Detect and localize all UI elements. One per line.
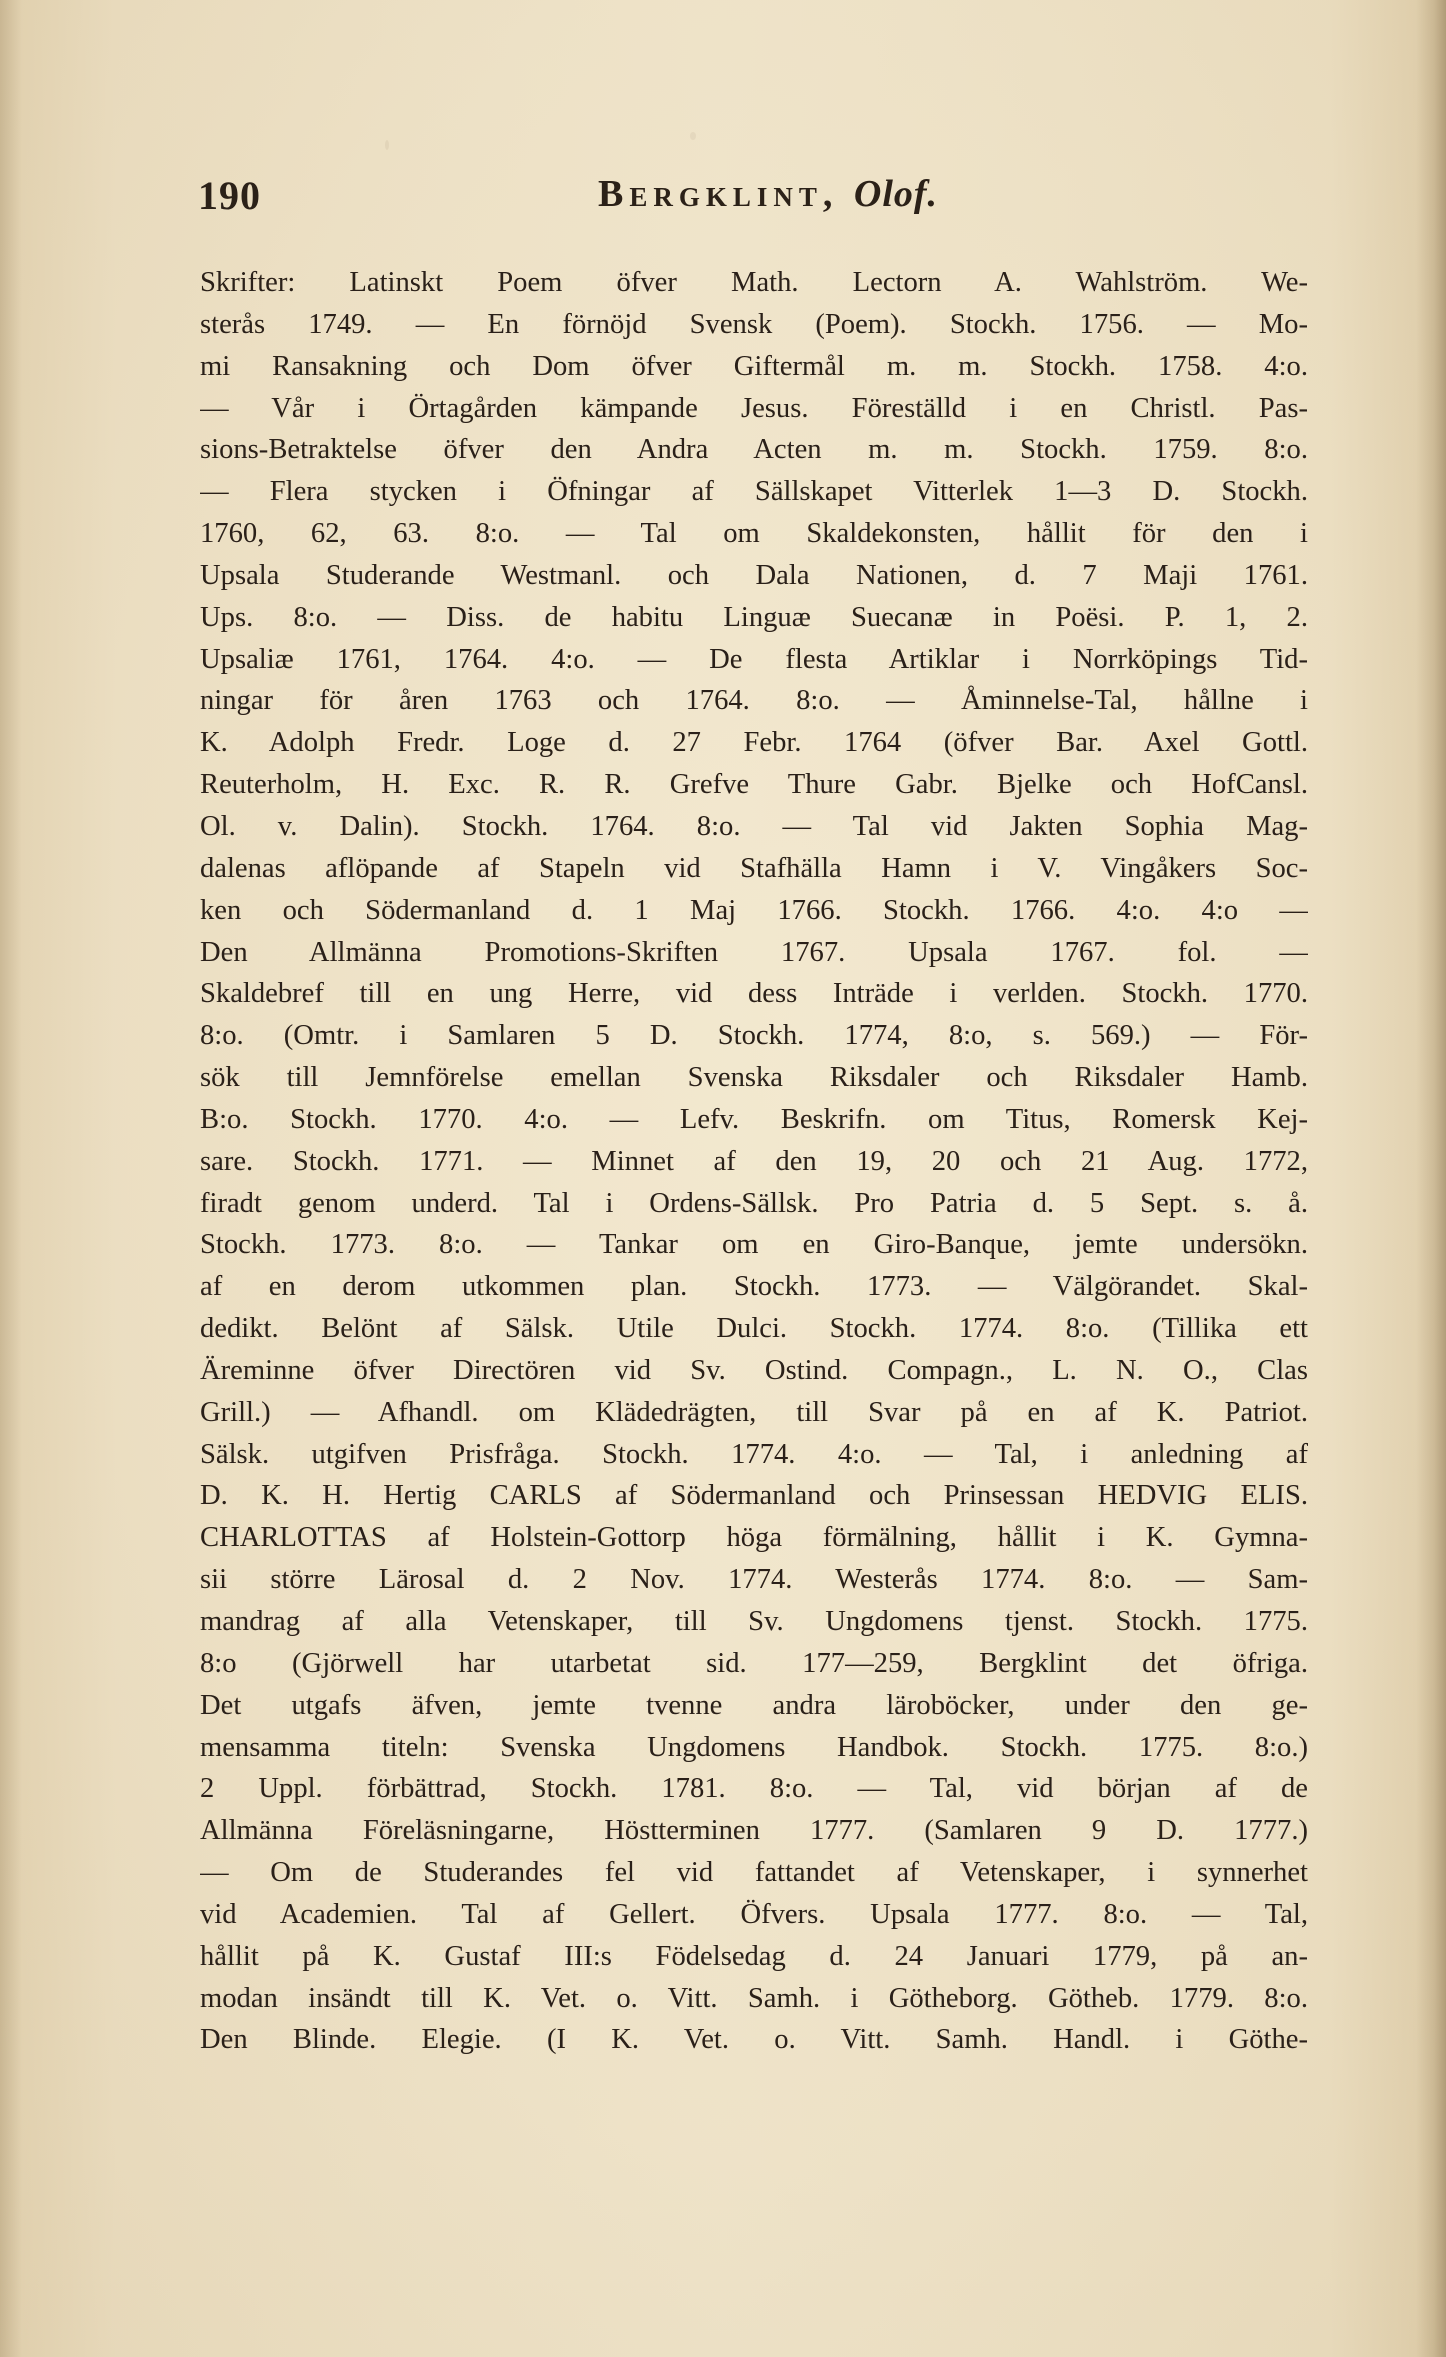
text-line: — Vår i Örtagården kämpande Jesus. Föreställd i en Christl. Pas- xyxy=(200,392,1308,424)
text-line: modan insändt till K. Vet. o. Vitt. Samh. i Götheborg. Götheb. 1779. 8:o. xyxy=(200,1982,1308,2014)
entry-heading xyxy=(598,172,938,216)
text-line: ningar för åren 1763 och 1764. 8:o. — Åminnelse-Tal, hållne i xyxy=(200,685,1308,717)
text-line: sök till Jemnförelse emellan Svenska Riksdaler och Riksdaler Hamb. xyxy=(200,1062,1308,1094)
text-line: Ol. v. Dalin). Stockh. 1764. 8:o. — Tal vid Jakten Sophia Mag- xyxy=(200,810,1308,842)
text-line: CHARLOTTAS af Holstein-Gottorp höga förmälning, hållit i K. Gymna- xyxy=(200,1522,1308,1554)
text-line: Upsala Studerande Westmanl. och Dala Nationen, d. 7 Maji 1761. xyxy=(200,559,1308,591)
heading-surname: Bergklint, xyxy=(598,173,839,215)
text-line: Ups. 8:o. — Diss. de habitu Linguæ Suecanæ in Poësi. P. 1, 2. xyxy=(200,601,1308,633)
text-line: Skaldebref till en ung Herre, vid dess Inträde i verlden. Stockh. 1770. xyxy=(200,978,1308,1010)
page-left-shadow xyxy=(0,0,22,2357)
paper-speck xyxy=(690,132,696,140)
text-line: mandrag af alla Vetenskaper, till Sv. Ungdomens tjenst. Stockh. 1775. xyxy=(200,1606,1308,1637)
text-line: 1760, 62, 63. 8:o. — Tal om Skaldekonsten, hållit för den i xyxy=(200,518,1308,550)
text-line: sterås 1749. — En förnöjd Svensk (Poem). Stockh. 1756. — Mo- xyxy=(200,308,1308,340)
text-line: Reuterholm, H. Exc. R. R. Grefve Thure Gabr. Bjelke och HofCansl. xyxy=(200,769,1308,801)
text-line: — Flera stycken i Öfningar af Sällskapet Vitterlek 1—3 D. Stockh. xyxy=(200,476,1308,508)
text-line: Den Allmänna Promotions-Skriften 1767. Upsala 1767. fol. — xyxy=(200,936,1308,968)
text-line: D. K. H. Hertig CARLS af Södermanland och Prinsessan HEDVIG ELIS. xyxy=(200,1480,1308,1512)
text-line: sii större Lärosal d. 2 Nov. 1774. Westerås 1774. 8:o. — Sam- xyxy=(200,1564,1308,1596)
text-line: Det utgafs äfven, jemte tvenne andra läroböcker, under den ge- xyxy=(200,1689,1308,1721)
text-line: mi Ransakning och Dom öfver Giftermål m. m. Stockh. 1758. 4:o. xyxy=(200,350,1308,382)
text-line: — Om de Studerandes fel vid fattandet af Vetenskaper, i synnerhet xyxy=(200,1857,1308,1889)
text-line: Grill.) — Afhandl. om Klädedrägten, till Svar på en af K. Patriot. xyxy=(200,1396,1308,1428)
paper-speck xyxy=(385,140,389,150)
text-line: mensamma titeln: Svenska Ungdomens Handbok. Stockh. 1775. 8:o.) xyxy=(200,1731,1308,1763)
text-line: firadt genom underd. Tal i Ordens-Sällsk. Pro Patria d. 5 Sept. s. å. xyxy=(200,1187,1308,1219)
text-line: Stockh. 1773. 8:o. — Tankar om en Giro-Banque, jemte undersökn. xyxy=(200,1229,1308,1261)
page-number: 190 xyxy=(198,173,261,218)
text-line: K. Adolph Fredr. Loge d. 27 Febr. 1764 (öfver Bar. Axel Gottl. xyxy=(200,727,1308,759)
text-line: sions-Betraktelse öfver den Andra Acten m. m. Stockh. 1759. 8:o. xyxy=(200,434,1308,466)
text-line: Skrifter: Latinskt Poem öfver Math. Lectorn A. Wahlström. We- xyxy=(200,267,1308,298)
text-line: af en derom utkommen plan. Stockh. 1773. — Välgörandet. Skal- xyxy=(200,1271,1308,1303)
text-line: Äreminne öfver Directören vid Sv. Ostind. Compagn., L. N. O., Clas xyxy=(200,1354,1308,1386)
text-line: Den Blinde. Elegie. (I K. Vet. o. Vitt. Samh. Handl. i Göthe- xyxy=(200,2024,1308,2056)
text-line: 8:o (Gjörwell har utarbetat sid. 177—259, Bergklint det öfriga. xyxy=(200,1647,1308,1679)
running-head xyxy=(198,172,1318,232)
text-line: Sälsk. utgifven Prisfråga. Stockh. 1774. 4:o. — Tal, i anledning af xyxy=(200,1438,1308,1470)
text-line: ken och Södermanland d. 1 Maj 1766. Stockh. 1766. 4:o. 4:o — xyxy=(200,894,1308,926)
page-right-shadow xyxy=(1416,0,1446,2357)
text-line: B:o. Stockh. 1770. 4:o. — Lefv. Beskrifn. om Titus, Romersk Kej- xyxy=(200,1103,1308,1135)
text-line: dedikt. Belönt af Sälsk. Utile Dulci. Stockh. 1774. 8:o. (Tillika ett xyxy=(200,1313,1308,1345)
text-line: Upsaliæ 1761, 1764. 4:o. — De flesta Artiklar i Norrköpings Tid- xyxy=(200,643,1308,675)
heading-given-name: Olof. xyxy=(853,173,939,215)
text-line: sare. Stockh. 1771. — Minnet af den 19, 20 och 21 Aug. 1772, xyxy=(200,1145,1308,1177)
text-line: Allmänna Föreläsningarne, Höstterminen 1777. (Samlaren 9 D. 1777.) xyxy=(200,1815,1308,1847)
text-line: 8:o. (Omtr. i Samlaren 5 D. Stockh. 1774, 8:o, s. 569.) — För- xyxy=(200,1020,1308,1052)
text-line: hållit på K. Gustaf III:s Födelsedag d. 24 Januari 1779, på an- xyxy=(200,1940,1308,1972)
text-line: dalenas aflöpande af Stapeln vid Stafhälla Hamn i V. Vingåkers Soc- xyxy=(200,852,1308,884)
text-line: 2 Uppl. förbättrad, Stockh. 1781. 8:o. — Tal, vid början af de xyxy=(200,1773,1308,1805)
text-line: vid Academien. Tal af Gellert. Öfvers. Upsala 1777. 8:o. — Tal, xyxy=(200,1898,1308,1930)
body-text xyxy=(200,262,1308,2061)
